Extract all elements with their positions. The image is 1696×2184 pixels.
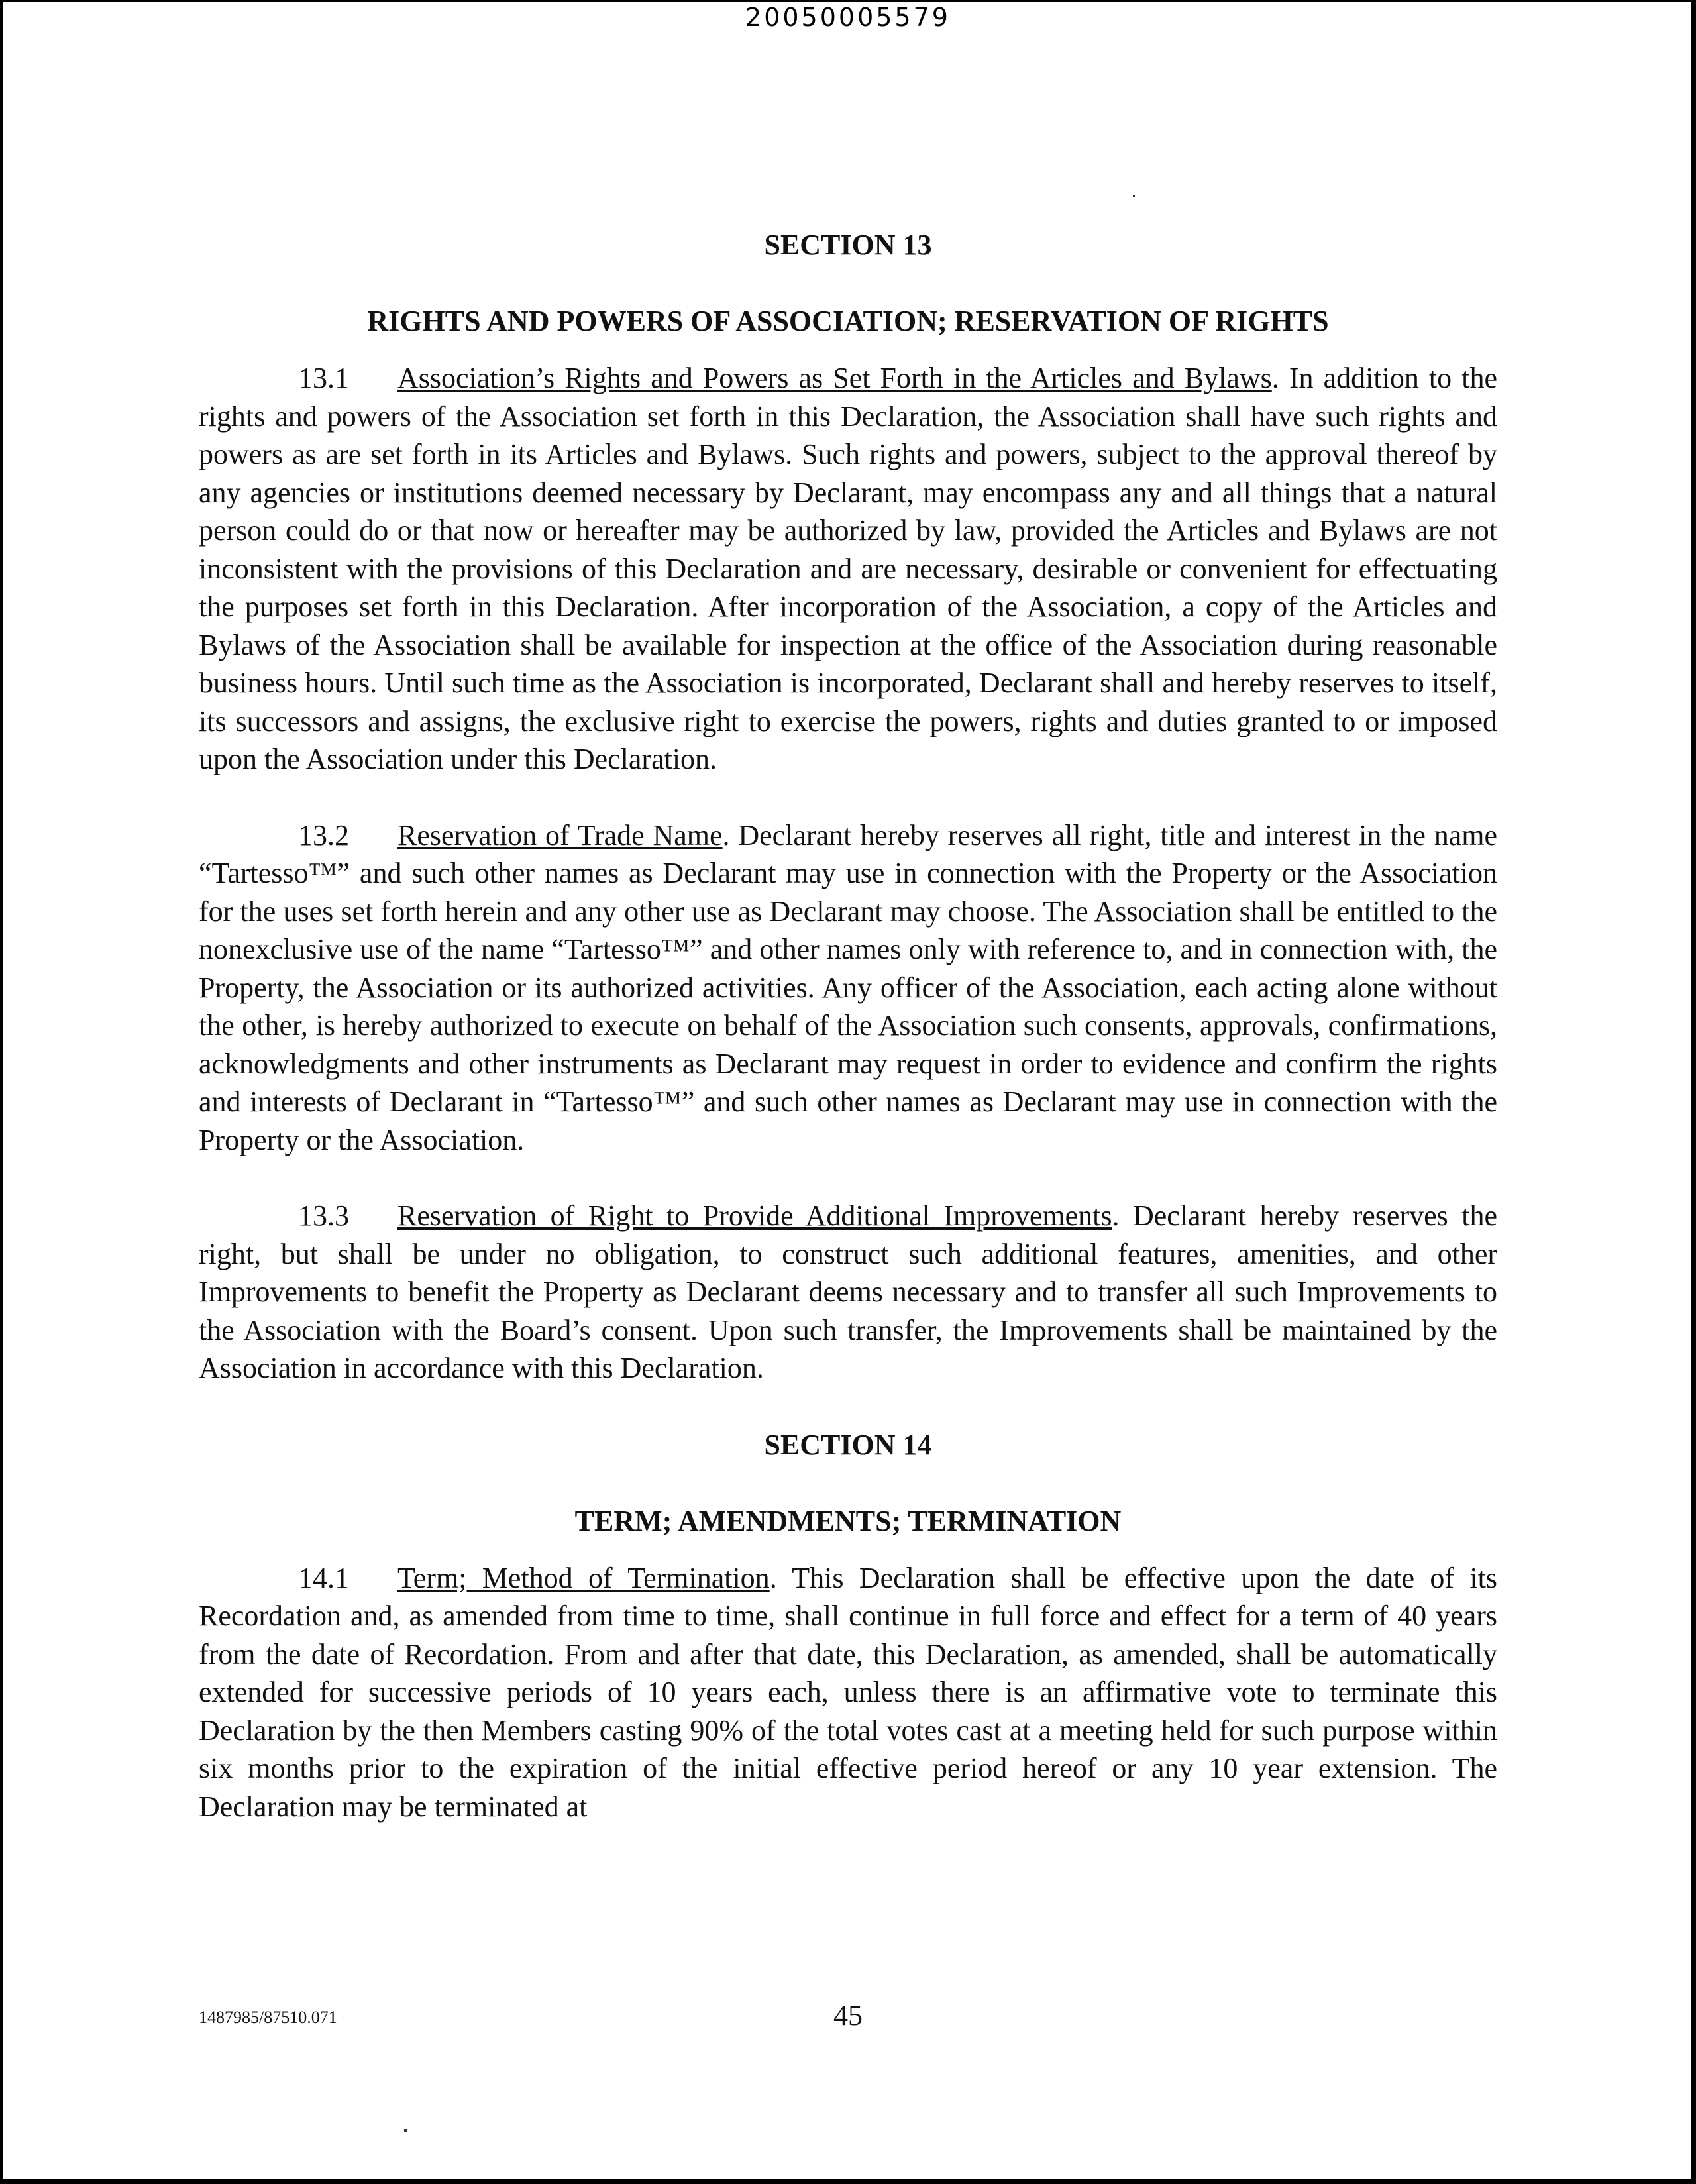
paragraph-title: Reservation of Right to Provide Additional Improvements (398, 1199, 1112, 1232)
paragraph-text: . This Declaration shall be effective upon the date of its Recordation and, as amended from time to time, shall continue in full force and effect for a term of 40 years from the date of Recordation. From and after that date, this Declaration, as amended, shall be automatically extended for successive periods of 10 years each, unless there is an affirmative vote to terminate this Declaration by the then Members casting 90% of the total votes cast at a meeting held for such purpose within six months prior to the expiration of the initial effective period hereof or any 10 year extension. The Declaration may be terminated at (199, 1561, 1497, 1823)
scan-speck (1133, 195, 1135, 197)
page-border-left (0, 0, 3, 2184)
paragraph-text: . In addition to the rights and powers of the Association set forth in this Declaration, the Association shall have such rights and powers as are set forth in its Articles and Bylaws. Such rights and powers, subject to the approval thereof by any agencies or institutions deemed necessary by Declarant, may encompass any and all things that a natural person could do or that now or hereafter may be authorized by law, provided the Articles and Bylaws are not inconsistent with the provisions of this Declaration and are necessary, desirable or convenient for effectuating the purposes set forth in this Declaration. After incorporation of the Association, a copy of the Articles and Bylaws of the Association shall be available for inspection at the office of the Association during reasonable business hours. Until such time as the Association is incorporated, Declarant shall and hereby reserves to itself, its successors and assigns, the exclusive right to exercise the powers, rights and duties granted to or imposed upon the Association under this Declaration. (199, 362, 1497, 775)
page-border-top (0, 0, 1696, 2)
page-border-right (1691, 0, 1696, 2184)
paragraph-14-1 (199, 1559, 1497, 1826)
paragraph-number: 13.2 (298, 818, 349, 851)
section-14-label: SECTION 14 (764, 1428, 932, 1461)
paragraph-text: . Declarant hereby reserves the right, but shall be under no obligation, to construct such additional features, amenities, and other Improvements to benefit the Property as Declarant deems necessary and to transfer all such Improvements to the Association with the Board’s consent. Upon such transfer, the Improvements shall be maintained by the Association in accordance with this Declaration. (199, 1199, 1497, 1384)
document-id: 1487985/87510.071 (199, 2008, 337, 2027)
paragraph-title: Term; Method of Termination (398, 1561, 770, 1594)
page-border-bottom (0, 2179, 1696, 2184)
section-13-heading: RIGHTS AND POWERS OF ASSOCIATION; RESERVATION OF RIGHTS (367, 305, 1329, 337)
scan-speck (404, 2129, 407, 2132)
section-14-heading: TERM; AMENDMENTS; TERMINATION (574, 1504, 1122, 1537)
paragraph-13-1 (199, 359, 1497, 779)
section-13-label: SECTION 13 (764, 229, 932, 261)
paragraph-number: 14.1 (298, 1561, 349, 1594)
document-body (199, 225, 1497, 1826)
paragraph-title: Reservation of Trade Name (398, 818, 723, 851)
paragraph-text: . Declarant hereby reserves all right, title and interest in the name “Tartesso™” and such other names as Declarant may use in connection with the Property or the Association for the uses set forth herein and any other use as Declarant may choose. The Association shall be entitled to the nonexclusive use of the name “Tartesso™” and other names only with reference to, and in connection with, the Property, the Association or its authorized activities. Any officer of the Association, each acting alone without the other, is hereby authorized to execute on behalf of the Association such consents, approvals, confirmations, acknowledgments and other instruments as Declarant may request in order to evidence and confirm the rights and interests of Declarant in “Tartesso™” and such other names as Declarant may use in connection with the Property or the Association. (199, 818, 1497, 1156)
paragraph-number: 13.1 (298, 362, 349, 394)
page-number: 45 (833, 1999, 863, 2032)
recording-stamp: 20050005579 (745, 3, 951, 32)
paragraph-13-3 (199, 1197, 1497, 1388)
paragraph-13-2 (199, 816, 1497, 1160)
paragraph-title: Association’s Rights and Powers as Set Forth in the Articles and Bylaws (398, 362, 1272, 394)
paragraph-number: 13.3 (298, 1199, 349, 1232)
